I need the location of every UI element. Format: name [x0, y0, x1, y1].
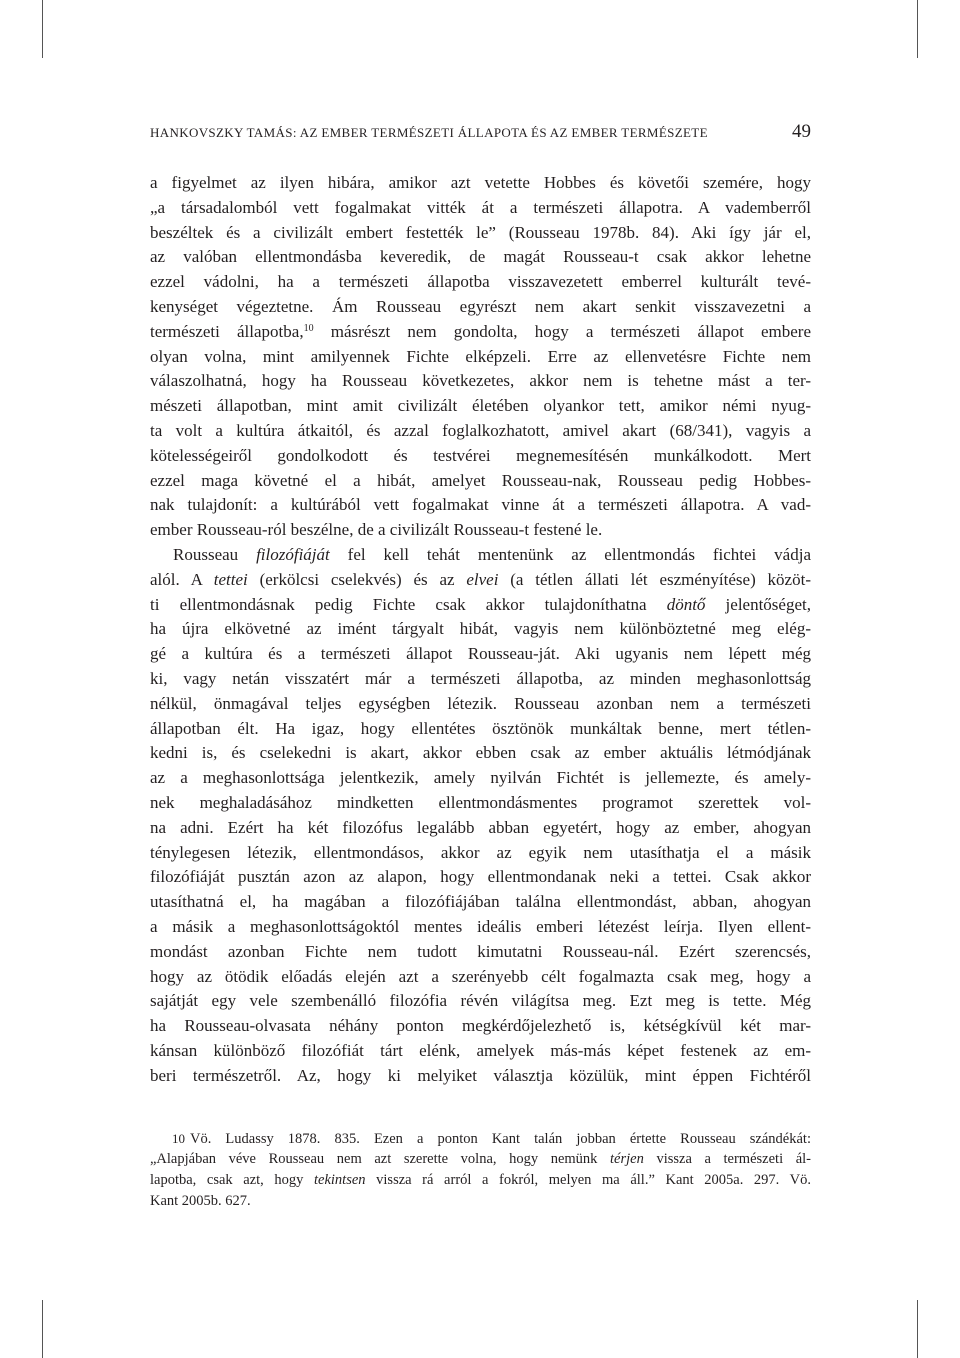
- footnote-line: Kant 2005b. 627.: [150, 1193, 251, 1209]
- text-line: [150, 593, 811, 618]
- footnote-line: [150, 1149, 811, 1170]
- paragraph-start-line: [150, 543, 811, 568]
- text-line: na adni. Ezért ha két filozófus legalább abban egyetért, hogy az ember, ahogyan: [150, 817, 811, 837]
- text-line: sajátját egy vele szembenálló filozófia révén világítsa meg. Ezt meg is tette. Még: [150, 991, 811, 1011]
- italic-emphasis: filozófiáját: [256, 544, 330, 564]
- footnote-area: [150, 1128, 811, 1212]
- crop-mark-bottom-left: [42, 1300, 43, 1358]
- text-line: ezzel maga követné el a hibát, amelyet Rousseau-nak, Rousseau pedig Hobbes-: [150, 470, 811, 490]
- italic-emphasis: térjen: [610, 1151, 644, 1167]
- text-segment: „Alapjában véve Rousseau nem azt szerette volna, hogy nemünk: [150, 1151, 611, 1167]
- text-line: a másik a meghasonlottságoktól mentes ideális emberi létezést leírja. Ilyen ellent-: [150, 916, 811, 936]
- text-line: ezzel vádolni, ha a természeti állapotba visszavezetett emberrel kulturált tevé-: [150, 272, 811, 292]
- italic-emphasis: tettei: [213, 569, 248, 589]
- text-line: nélkül, önmagával teljes egységben létezik. Rousseau azonban nem a természeti: [150, 693, 811, 713]
- crop-mark-top-right: [917, 0, 918, 58]
- text-segment: másrészt nem gondolta, hogy a természeti állapot embere: [313, 321, 811, 341]
- body-text: [150, 171, 811, 1088]
- footnote-line: [150, 1170, 811, 1191]
- text-line: ténylegesen létezik, ellentmondásos, akkor az egyik nem utasíthatja el a másik: [150, 842, 811, 862]
- text-segment: (erkölcsi cselekvés) és az: [247, 569, 467, 589]
- text-segment: jelentőséget,: [705, 594, 811, 614]
- text-segment: Vö. Ludassy 1878. 835. Ezen a ponton Kant talán jobban értette Rousseau szándékát:: [190, 1131, 811, 1147]
- crop-mark-bottom-right: [917, 1300, 918, 1358]
- footnote-reference: 10: [303, 322, 314, 334]
- text-line: állapotban élt. Ha igaz, hogy ellentétes ösztönök munkáltak benne, mert tétlen-: [150, 718, 811, 738]
- text-segment: vissza a természeti ál-: [643, 1151, 811, 1167]
- text-line: beszéltek és a civilizált embert festették le” (Rousseau 1978b. 84). Aki így jár el,: [150, 222, 811, 242]
- text-line: hogy az ötödik előadás elején azt a szerényebb célt fogalmazta csak meg, hogy a: [150, 966, 811, 986]
- text-segment: természeti állapotba,: [150, 321, 304, 341]
- footnote-number: 10: [172, 1131, 185, 1146]
- running-title: HANKOVSZKY TAMÁS: AZ EMBER TERMÉSZETI ÁLLAPOTA ÉS AZ EMBER TERMÉSZETE: [150, 125, 708, 140]
- text-line: a figyelmet az ilyen hibára, amikor azt vetette Hobbes és követői szemére, hogy: [150, 173, 811, 192]
- text-line: mészeti állapotban, mint amit civilizált életében olyankor tett, amikor némi nyug-: [150, 396, 811, 416]
- text-line: filozófiáját pusztán azon az alapon, hogy ellentmondanak neki a tettei. Csak akkor: [150, 867, 811, 887]
- text-line: az a meghasonlottsága jelentkezik, amely nyilván Fichtét is jellemezte, és amely-: [150, 768, 811, 788]
- text-line: ta volt a kultúra átkaitól, és azzal foglalkozhatott, amivel akart (68/341), vagyis a: [150, 420, 811, 440]
- text-line: ki, vagy netán visszatért már a természeti állapotba, az minden meghasonlottság: [150, 668, 811, 688]
- text-segment: lapotba, csak azt, hogy: [150, 1172, 314, 1188]
- text-line: „a társadalomból vett fogalmakat vitték át a természeti állapotra. A vademberről: [150, 197, 811, 217]
- footnote-line: [150, 1128, 811, 1149]
- text-line: ha Rousseau-olvasata néhány ponton megkérdőjelezhető is, kétségkívül két mar-: [150, 1016, 811, 1036]
- text-line: utasíthatná el, ha magában a filozófiájában találna ellentmondást, abban, ahogyan: [150, 892, 811, 912]
- text-line: olyan volna, mint amilyennek Fichte elképzeli. Erre az ellenvetésre Fichte nem: [150, 346, 811, 366]
- text-segment: ti ellentmondásnak pedig Fichte csak akkor tulajdoníthatna: [150, 594, 667, 614]
- italic-emphasis: döntő: [666, 594, 706, 614]
- paragraph-end-line: ember Rousseau-ról beszélne, de a civilizált Rousseau-t festené le.: [150, 520, 603, 540]
- text-line: kánsan különböző filozófiát tárt elénk, amelyek más-más képet festenek az em-: [150, 1040, 811, 1060]
- text-segment: (a tétlen állati lét eszményítése) közöt-: [498, 569, 811, 589]
- text-line: [150, 568, 811, 593]
- text-line: kötelességeiről gondolkodott és testvérei megnemesítésén munkálkodott. Mert: [150, 445, 811, 465]
- text-line: beri természetről. Az, hogy ki melyiket választja közülük, mint éppen Fichtéről: [150, 1065, 811, 1085]
- text-segment: alól. A: [150, 569, 214, 589]
- text-line: kedni is, és cselekedni is akart, akkor ebben csak az ember aktuális létmódjának: [150, 743, 811, 763]
- text-line: gé a kultúra és a természeti állapot Rousseau-ját. Aki ugyanis nem lépett még: [150, 644, 811, 664]
- text-line: mondást azonban Fichte nem tudott kimutatni Rousseau-nál. Ezért szerencsés,: [150, 941, 811, 961]
- page-number: 49: [792, 121, 811, 142]
- italic-emphasis: elvei: [466, 569, 499, 589]
- text-line: [150, 320, 811, 345]
- text-segment: fel kell tehát mentenünk az ellentmondás fichtei vádja: [329, 544, 811, 564]
- text-line: nek meghaladásához mindketten ellentmondásmentes programot szerettek vol-: [150, 792, 811, 812]
- text-line: nak tulajdonít: a kultúrából vett fogalmakat vinne át a természeti állapotra. A vad-: [150, 495, 811, 515]
- italic-emphasis: tekintsen: [314, 1172, 366, 1188]
- text-line: az valóban ellentmondásba keveredik, de magát Rousseau-t csak akkor lehetne: [150, 247, 811, 267]
- text-segment: Rousseau: [173, 544, 257, 564]
- crop-mark-top-left: [42, 0, 43, 58]
- text-line: ha újra elkövetné az imént tárgyalt hibát, vagyis nem különböztetné meg elég-: [150, 619, 811, 639]
- running-header: [150, 122, 811, 143]
- text-line: válaszolhatná, hogy ha Rousseau következetes, akkor nem is tehetne mást a ter-: [150, 371, 811, 391]
- text-segment: vissza rá arról a fokról, melyen ma áll.” Kant 2005a. 297. Vö.: [365, 1172, 811, 1188]
- text-line: kenységet végeztetne. Ám Rousseau egyrészt nem akart senkit visszavezetni a: [150, 296, 811, 316]
